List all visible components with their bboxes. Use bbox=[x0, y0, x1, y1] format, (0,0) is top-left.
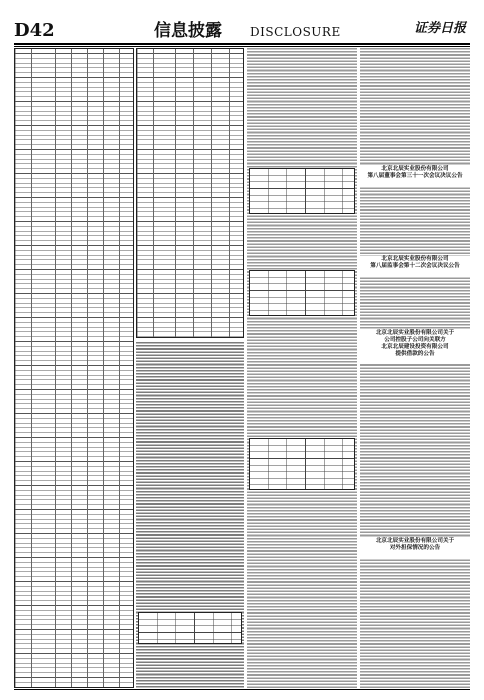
masthead-rule bbox=[14, 43, 470, 45]
section-title: 信息披露 bbox=[154, 21, 222, 41]
bottom-rule bbox=[14, 689, 470, 690]
text-column-3 bbox=[247, 48, 357, 688]
small-table-col3-a bbox=[249, 168, 355, 214]
masthead-rule-thin bbox=[14, 46, 470, 47]
text-column-4 bbox=[360, 48, 470, 688]
small-table-col3-b bbox=[249, 270, 355, 316]
newspaper-logo: 证券日报 bbox=[413, 21, 466, 36]
page-content bbox=[14, 48, 470, 688]
small-table-col2 bbox=[138, 612, 242, 644]
headline-related-loan: 北京北辰实业股份有限公司关于 公司控股子公司向关联方 北京北辰建设投资有限公司 提供借款的公告 bbox=[360, 330, 470, 364]
headline-external-guarantee: 北京北辰实业股份有限公司关于 对外担保情况的公告 bbox=[360, 538, 470, 558]
small-table-col3-c bbox=[249, 438, 355, 490]
masthead bbox=[14, 20, 470, 42]
data-table-middle bbox=[136, 48, 244, 338]
headline-supervisory-resolution: 北京北辰实业股份有限公司 第八届监事会第十二次会议决议公告 bbox=[360, 256, 470, 276]
data-table-left bbox=[14, 48, 134, 688]
section-title-en: DISCLOSURE bbox=[250, 25, 341, 39]
page-number: D42 bbox=[14, 20, 55, 41]
headline-board-resolution: 北京北辰实业股份有限公司 第八届董事会第三十一次会议决议公告 bbox=[360, 166, 470, 186]
text-column-2 bbox=[136, 342, 244, 688]
